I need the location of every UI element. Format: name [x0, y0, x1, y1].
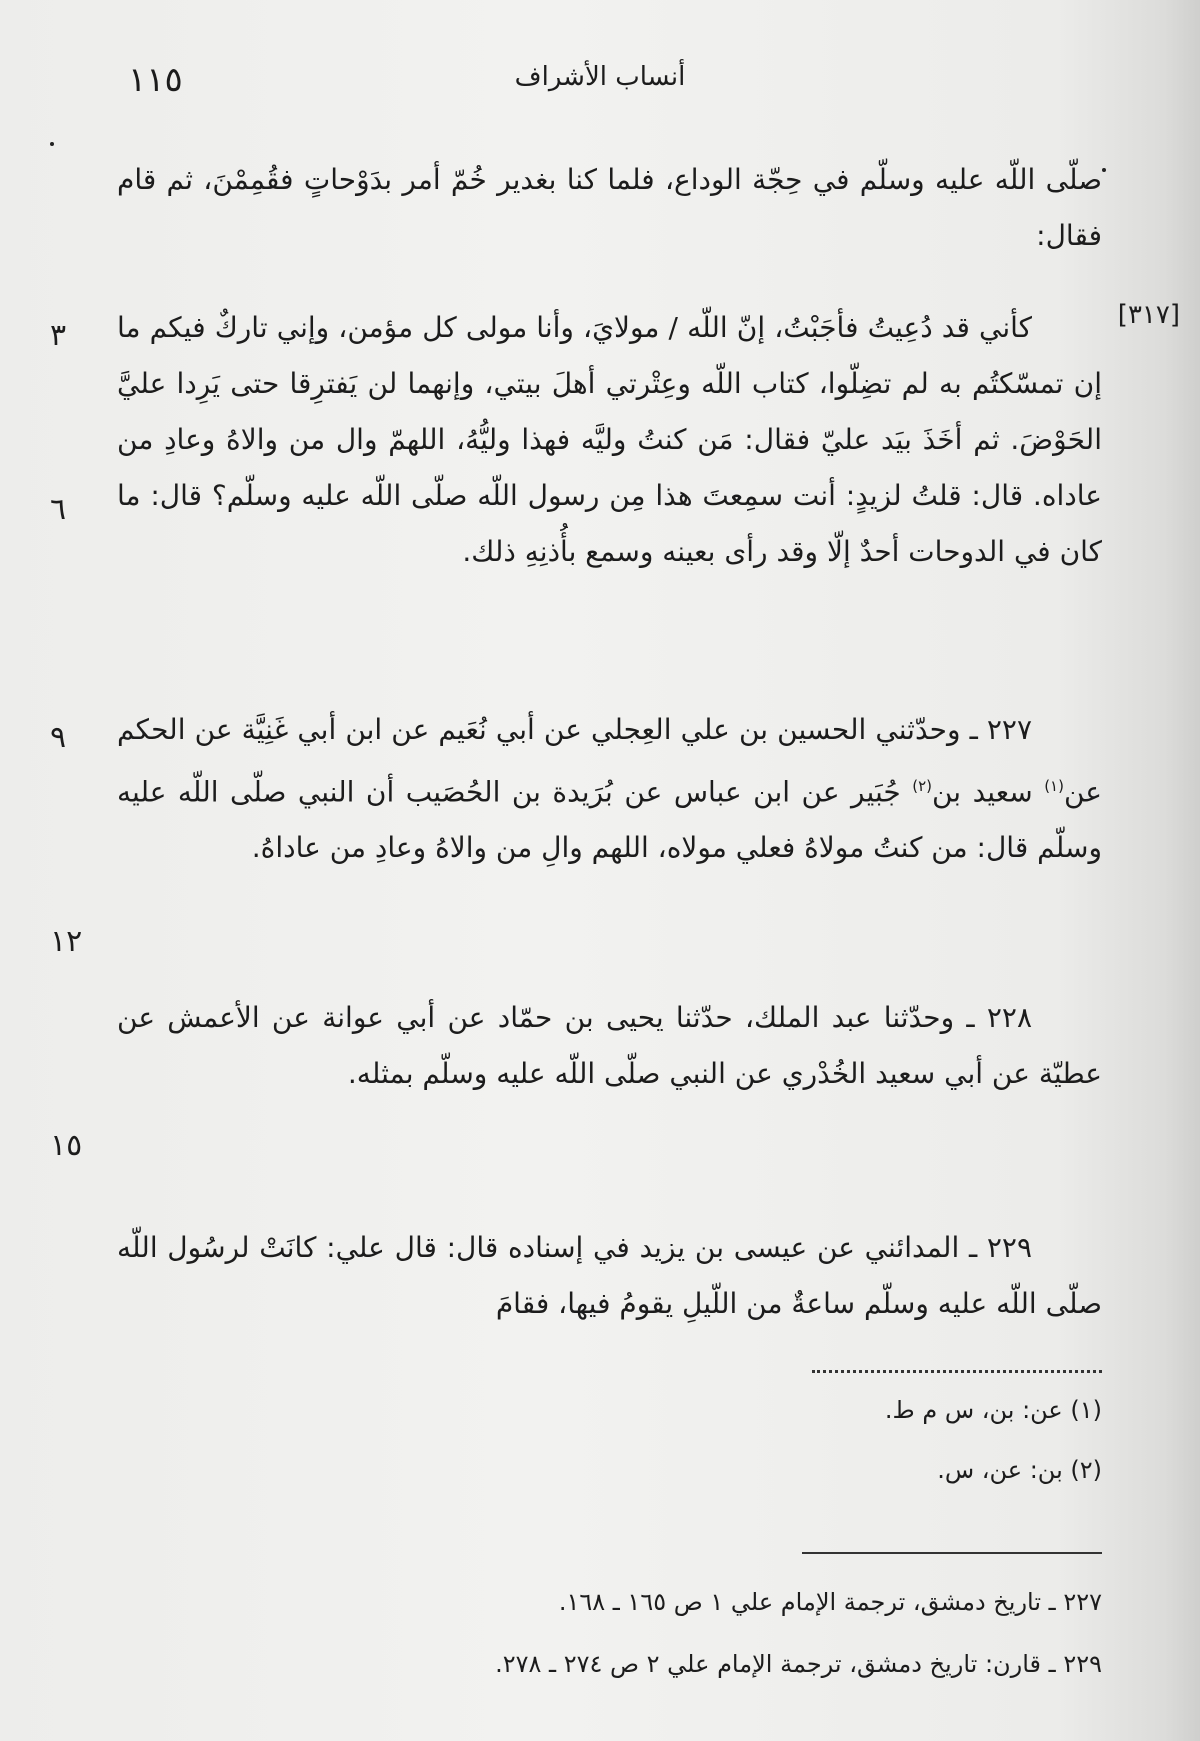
running-title: أنساب الأشراف: [514, 62, 686, 92]
line-number: ١٢: [50, 924, 83, 959]
report-227: [117, 702, 1102, 876]
paragraph-text: ٢٢٨ ـ وحدّثنا عبد الملك، حدّثنا يحيى بن حمّاد عن أبي عوانة عن الأعمش عن عطيّة عن أبي سعيد الخُدْري عن النبي صلّى اللّه عليه وسلّم بمثله.: [117, 1001, 1102, 1090]
page-number: ١١٥: [128, 60, 183, 100]
line-number: ٣: [50, 318, 67, 353]
line-number: ٩: [50, 720, 67, 755]
footnote: (٢) بن: عن، س.: [937, 1456, 1102, 1484]
reference-separator: [802, 1552, 1102, 1554]
paragraph-text-part: ٢٢٧ ـ وحدّثني الحسين بن علي العِجلي عن أبي نُعَيم عن ابن أبي غَنِيَّة عن الحكم عن: [117, 713, 1102, 809]
line-number: ١٥: [50, 1128, 83, 1163]
source-reference: ٢٢٧ ـ تاريخ دمشق، ترجمة الإمام علي ١ ص ١٦٥ ـ ١٦٨.: [558, 1588, 1102, 1616]
footnote-separator: [812, 1370, 1102, 1373]
source-reference: ٢٢٩ ـ قارن: تاريخ دمشق، ترجمة الإمام علي ٢ ص ٢٧٤ ـ ٢٧٨.: [495, 1650, 1102, 1678]
paragraph-continuation: [117, 152, 1102, 264]
line-number: ٦: [50, 492, 67, 527]
paragraph-text: [117, 702, 1102, 876]
footnote-marker: (١): [1044, 777, 1064, 795]
paragraph-text: كأني قد دُعِيتُ فأجَبْتُ، إنّ اللّه / مولايَ، وأنا مولى كل مؤمن، وإني تاركٌ فيكم ما إن تمسّكتُم به لم تضِلّوا، كتاب اللّه وعِتْرتي أهلَ بيتي، وإنهما لن يَفترِقا حتى يَرِدا عليَّ الحَوْضَ. ثم أخَذَ بيَد عليّ فقال: مَن كنتُ وليَّه فهذا وليُّهُ، اللهمّ وال من والاهُ وعادِ من عاداه. قال: قلتُ لزيدٍ: أنت سمِعتَ هذا مِن رسول اللّه صلّى اللّه عليه وسلّم؟ قال: ما كان في الدوحات أحدٌ إلّا وقد رأى بعينه وسمع بأُذنِهِ ذلك.: [117, 311, 1102, 568]
print-speck: [50, 142, 54, 146]
manuscript-folio-marker: [٣١٧]: [1117, 300, 1180, 330]
paragraph-text-part: جُبَير عن ابن عباس عن بُرَيدة بن الحُصَيب أن النبي صلّى اللّه عليه وسلّم قال: من كنتُ مولاهُ فعلي مولاه، اللهم والِ من والاهُ وعادِ من عاداهُ.: [117, 775, 1102, 865]
paragraph-text-part: سعيد بن: [931, 775, 1045, 809]
report-229: [117, 1220, 1102, 1332]
print-speck: [1102, 168, 1106, 172]
hadith-quote: [117, 300, 1102, 580]
paragraph-text: صلّى اللّه عليه وسلّم في حِجّة الوداع، فلما كنا بغدير خُمّ أمر بدَوْحاتٍ فقُمِمْنَ، ثم قام فقال:: [117, 163, 1102, 252]
paragraph-text: ٢٢٩ ـ المدائني عن عيسى بن يزيد في إسناده قال: قال علي: كانَتْ لرسُول اللّه صلّى اللّه عليه وسلّم ساعةٌ من اللّيلِ يقومُ فيها، فقامَ: [117, 1231, 1102, 1320]
report-228: [117, 990, 1102, 1102]
footnote: (١) عن: بن، س م ط.: [884, 1396, 1102, 1424]
footnote-marker: (٢): [912, 777, 932, 795]
